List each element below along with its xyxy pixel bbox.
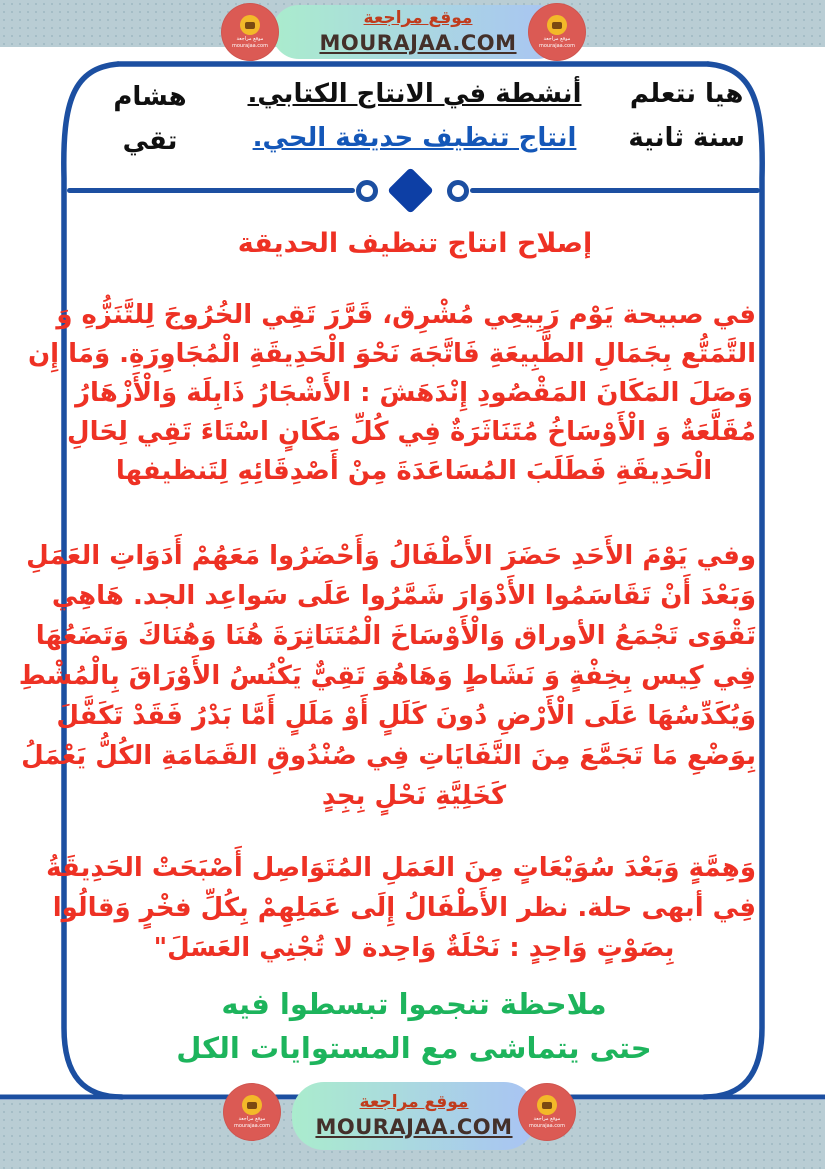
badge-label-ar: موقع مراجعة — [236, 36, 264, 42]
essay-line: بِصَوْتٍ وَاحِدٍ : نَحْلَةٌ وَاحِدة لا تُجْنِي العَسَلَ" — [153, 933, 675, 963]
badge-label-en: mourajaa.com — [231, 42, 268, 49]
site-badge — [221, 3, 279, 61]
site-name-arabic-link[interactable]: موقع مراجعة — [359, 1092, 469, 1113]
site-banner-top — [272, 5, 564, 59]
header-activity-title: أنشطة في الانتاج الكتابي. — [247, 79, 582, 109]
student-name-1: هشام — [113, 82, 187, 112]
site-badge — [528, 3, 586, 61]
essay-title: إصلاح انتاج تنظيف الحديقة — [237, 228, 593, 259]
note-line: حتى يتماشى مع المستوايات الكل — [176, 1031, 652, 1065]
site-name-arabic-link[interactable]: موقع مراجعة — [363, 8, 473, 29]
essay-paragraph-2 — [18, 536, 756, 816]
essay-paragraph-3 — [46, 848, 756, 968]
essay-line: وَصَلَ المَكَانَ المَقْصُودِ إِنْدَهَشَ : الأَشْجَارُ ذَابِلَة وَالْأَزْهَارُ — [75, 378, 753, 408]
essay-line: الْحَدِيقَةِ فَطَلَبَ المُسَاعَدَةَ مِنْ أَصْدِقَائِهِ لِتَنظيفها — [115, 456, 713, 486]
essay-line: تَقْوَى تَجْمَعُ الأوراق وَالْأَوْسَاخَ الْمُتَنَاثِرَةَ هُنَا وَهُنَاكَ وَتَضَعُهَا — [35, 621, 756, 651]
essay-line: في صبيحة يَوْم رَبِيعِي مُشْرِق، قَرَّرَ تَقِي الخُرُوجَ لِلتَّنَزُّهِ وَ — [56, 300, 756, 330]
badge-logo-icon — [537, 1095, 557, 1115]
essay-paragraph-1 — [27, 296, 756, 491]
badge-label-en: mourajaa.com — [233, 1122, 270, 1129]
student-name-2: تقي — [122, 126, 178, 156]
header-lets-learn: هيا نتعلم — [629, 79, 744, 109]
header-student-names — [95, 75, 205, 163]
essay-line: فِي أبهى حلة. نظر الأَطْفَالُ إِلَى عَمَلِهِمْ بِكُلِّ فخْرٍ وَقالُوا — [52, 893, 756, 923]
divider-dot-icon — [356, 180, 378, 202]
site-url-link[interactable]: MOURAJAA.COM — [315, 1114, 513, 1139]
essay-line: وَبَعْدَ أَنْ تَقَاسَمُوا الأَدْوَارَ شَمَّرُوا عَلَى سَواعِد الجد. هَاهِي — [51, 581, 756, 611]
site-banner-bottom — [292, 1082, 536, 1150]
site-badge — [223, 1083, 281, 1141]
essay-line: وفي يَوْمَ الأَحَدِ حَضَرَ الأَطْفَالُ وَأَحْضَرُوا مَعَهُمْ أَدَوَاتِ العَمَلِ — [26, 541, 756, 571]
essay-line: وَهِمَّةٍ وَبَعْدَ سُوَيْعَاتٍ مِنَ العَمَلِ المُتَوَاصِل أَصْبَحَتْ الحَدِيقَةُ — [46, 853, 756, 883]
header-class-block — [628, 72, 745, 160]
essay-line: مُقَلَّعَةٌ وَ الْأَوْسَاخُ مُتَنَاثَرَةٌ فِي كُلِّ مَكَانٍ اسْتَاءَ تَقِي لِحَالِ — [67, 417, 756, 447]
divider-line-left — [470, 188, 760, 193]
essay-line: كَخَلِيَّةِ نَحْلٍ بِجِدٍ — [321, 781, 507, 811]
divider-dot-icon — [447, 180, 469, 202]
note-line: ملاحظة تنجموا تبسطوا فيه — [221, 987, 607, 1021]
badge-label-ar: موقع مراجعة — [238, 1116, 266, 1122]
badge-logo-icon — [547, 15, 567, 35]
essay-line: بِوَضْعِ مَا تَجَمَّعَ مِنَ النَّفَايَاتِ فِي صُنْدُوقِ القَمَامَةِ الكُلُّ يَعْمَلُ — [21, 741, 756, 771]
badge-label-en: mourajaa.com — [528, 1122, 565, 1129]
divider-line-right — [67, 188, 355, 193]
badge-logo-icon — [240, 15, 260, 35]
teacher-note — [72, 982, 756, 1070]
header-lesson-title: انتاج تنظيف حديقة الحي. — [252, 123, 577, 153]
badge-logo-icon — [242, 1095, 262, 1115]
badge-label-ar: موقع مراجعة — [533, 1116, 561, 1122]
header-title-block — [242, 72, 587, 160]
essay-line: وَيُكَدِّسُهَا عَلَى الْأَرْضِ دُونَ كَلَلٍ أَوْ مَلَلٍ أَمَّا بَدْرُ فَقَدْ تَكَفَّلَ — [56, 701, 756, 731]
site-badge — [518, 1083, 576, 1141]
header-grade: سنة ثانية — [628, 123, 745, 153]
badge-label-en: mourajaa.com — [538, 42, 575, 49]
badge-label-ar: موقع مراجعة — [543, 36, 571, 42]
essay-line: فِي كِيس بِخِفْةٍ وَ نَشَاطٍ وَهَاهُوَ تَقِيٌّ يَكْنُسُ الأَوْرَاقَ بِالْمُشْطِ — [18, 661, 756, 691]
site-url-link[interactable]: MOURAJAA.COM — [319, 30, 517, 55]
essay-line: التَّمَتُّع بِجَمَالِ الطَّبِيعَةِ فَاتَّجَهَ نَحْوَ الْحَدِيقَةِ الْمُجَاوِرَةِ. وَمَا إِن — [27, 339, 756, 369]
